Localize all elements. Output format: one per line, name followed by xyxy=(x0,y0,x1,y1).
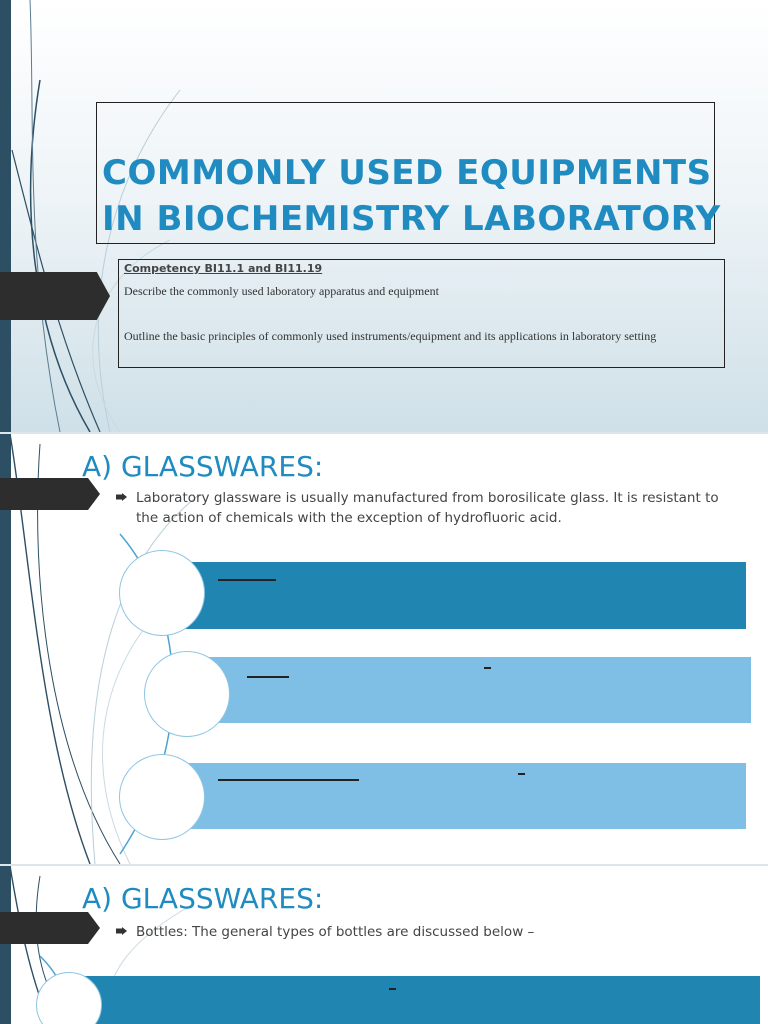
bottles-slide xyxy=(0,866,768,1024)
glassware-box-2 xyxy=(200,657,751,723)
glassware-image-1 xyxy=(119,550,205,636)
bullet-text: Laboratory glassware is usually manufactured from borosilicate glass. It is resistant to the action of chemicals with the exception of hydrofluoric acid. xyxy=(136,490,719,526)
glassware-box-3 xyxy=(176,763,746,829)
glassware-image-3 xyxy=(119,754,205,840)
title-slide xyxy=(0,0,768,432)
competency-item-2: Outline the basic principles of commonly used instruments/equipment and its applications in laboratory setting xyxy=(124,329,657,343)
box-3-dash xyxy=(518,773,525,775)
bottles-box-dash xyxy=(389,988,396,990)
glassware-box-1 xyxy=(176,562,746,629)
slide-tab xyxy=(0,272,110,320)
title-line-1: COMMONLY USED EQUIPMENTS xyxy=(102,153,712,193)
bullet-arrow-icon xyxy=(116,927,127,935)
competency-heading: Competency BI11.1 and BI11.19 xyxy=(124,262,323,275)
glassware-image-2 xyxy=(144,651,230,737)
section-heading: A) GLASSWARES: xyxy=(82,450,324,483)
bullet-text: Bottles: The general types of bottles are discussed below – xyxy=(136,924,535,940)
competency-box xyxy=(118,259,725,368)
box-2-dash xyxy=(484,667,491,669)
slide-tab xyxy=(0,912,100,944)
left-accent-bar xyxy=(0,0,11,432)
bottles-box-1 xyxy=(70,976,760,1024)
bullet-arrow-icon xyxy=(116,493,127,501)
box-3-underline xyxy=(218,779,359,781)
page-title xyxy=(102,150,742,242)
section-heading: A) GLASSWARES: xyxy=(82,882,324,915)
left-accent-bar xyxy=(0,866,11,1024)
box-2-underline xyxy=(247,676,289,678)
glasswares-slide xyxy=(0,434,768,864)
title-line-2: IN BIOCHEMISTRY LABORATORY xyxy=(102,199,721,239)
competency-item-1: Describe the commonly used laboratory apparatus and equipment xyxy=(124,284,439,298)
box-1-underline xyxy=(218,579,276,581)
